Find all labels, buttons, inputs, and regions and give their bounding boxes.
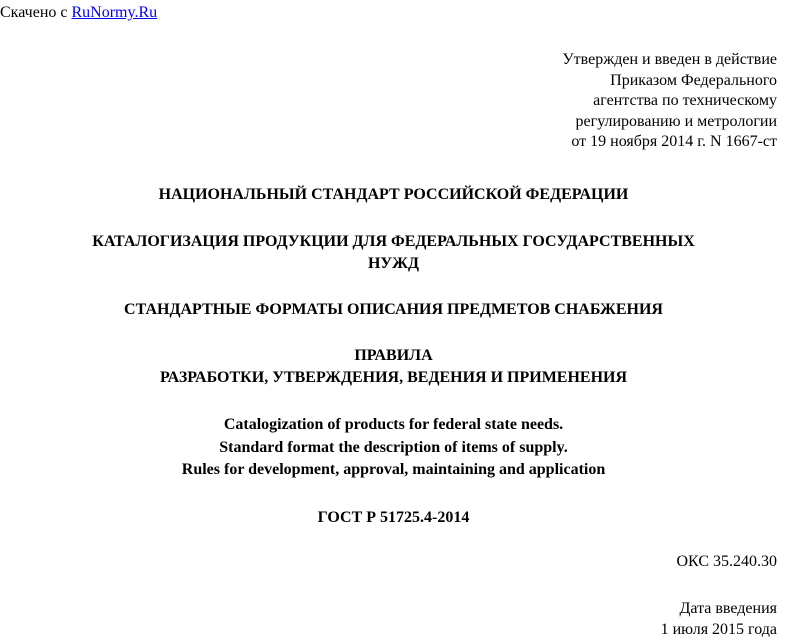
introduction-date-value: 1 июля 2015 года [660, 620, 777, 638]
rules-heading [0, 345, 787, 389]
subject-line-1: КАТАЛОГИЗАЦИЯ ПРОДУКЦИИ ДЛЯ ФЕДЕРАЛЬНЫХ ГОСУДАРСТВЕННЫХ [92, 233, 695, 250]
english-title-line-3: Rules for development, approval, maintaining and application [181, 461, 606, 478]
english-title-line-1: Catalogization of products for federal state needs. [223, 416, 564, 433]
introduction-date-block [661, 599, 777, 640]
subject-line-2: НУЖД [367, 255, 419, 272]
downloaded-from-notice [0, 4, 157, 22]
english-title [0, 414, 787, 482]
approval-line: агентства по техническому [593, 92, 777, 109]
standard-type-heading [0, 184, 787, 206]
gost-designation-text: ГОСТ Р 51725.4-2014 [317, 509, 470, 526]
english-title-line-2: Standard format the description of items of supply. [219, 438, 568, 456]
oks-code: ОКС 35.240.30 [676, 553, 777, 570]
runormy-link[interactable]: RuNormy.Ru [71, 4, 158, 21]
approval-line: от 19 ноября 2014 г. N 1667-ст [571, 133, 777, 150]
introduction-date-label: Дата введения [679, 600, 777, 617]
rules-line-1: ПРАВИЛА [354, 347, 433, 364]
rules-line-2: РАЗРАБОТКИ, УТВЕРЖДЕНИЯ, ВЕДЕНИЯ И ПРИМЕНЕНИЯ [159, 369, 628, 386]
subject-heading [0, 231, 787, 275]
downloaded-from-prefix: Скачено с [0, 4, 72, 21]
approval-line: Утвержден и введен в действие [562, 51, 777, 68]
standard-type-text: НАЦИОНАЛЬНЫЙ СТАНДАРТ РОССИЙСКОЙ ФЕДЕРАЦИИ [158, 186, 629, 203]
approval-line: регулированию и метрологии [575, 112, 777, 130]
approval-block [562, 50, 777, 153]
formats-heading [0, 299, 787, 321]
gost-designation [0, 507, 787, 529]
approval-line: Приказом Федерального [610, 71, 777, 89]
formats-text: СТАНДАРТНЫЕ ФОРМАТЫ ОПИСАНИЯ ПРЕДМЕТОВ СНАБЖЕНИЯ [124, 301, 663, 318]
